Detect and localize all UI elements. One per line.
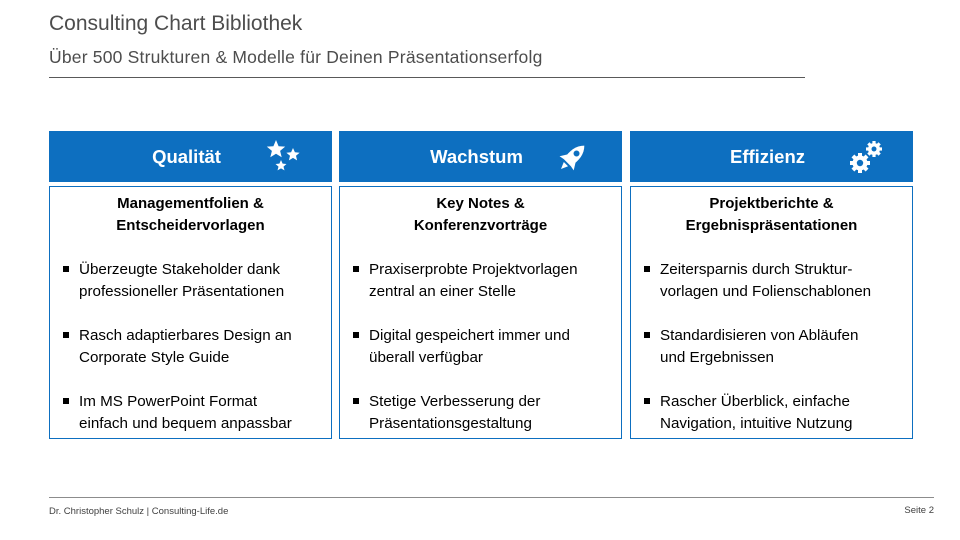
column-subheading: Projektberichte & Ergebnispräsentationen xyxy=(685,195,858,234)
footer-author: Dr. Christopher Schulz | Consulting-Life.de xyxy=(49,506,229,517)
footer-divider xyxy=(49,497,934,498)
column-growth xyxy=(339,131,622,439)
stars-icon xyxy=(264,139,304,175)
list-item: Rascher Überblick, einfache Navigation, intuitive Nutzung xyxy=(641,391,902,435)
list-item: Digital gespeichert immer und überall verfügbar xyxy=(350,325,611,369)
slide-subtitle: Über 500 Strukturen & Modelle für Deinen Präsentationserfolg xyxy=(49,47,543,67)
list-item: Zeitersparnis durch Struktur- vorlagen und Folienschablonen xyxy=(641,259,902,303)
slide-title: Consulting Chart Bibliothek xyxy=(49,12,303,35)
list-item: Stetige Verbesserung der Präsentationsgestaltung xyxy=(350,391,611,435)
column-header xyxy=(339,131,622,182)
title-divider xyxy=(49,77,805,78)
column-header xyxy=(49,131,332,182)
bullet-list xyxy=(350,259,611,435)
column-header xyxy=(630,131,913,182)
column-quality xyxy=(49,131,332,439)
column-heading: Qualität xyxy=(152,146,221,167)
list-item: Rasch adaptierbares Design an Corporate Style Guide xyxy=(60,325,321,369)
list-item: Praxiserprobte Projektvorlagen zentral an einer Stelle xyxy=(350,259,611,303)
column-subheading: Managementfolien & Entscheidervorlagen xyxy=(116,195,265,234)
list-item: Standardisieren von Abläufen und Ergebnissen xyxy=(641,325,902,369)
bullet-list xyxy=(60,259,321,435)
column-body xyxy=(49,186,332,439)
bullet-list xyxy=(641,259,902,435)
list-item: Überzeugte Stakeholder dank professioneller Präsentationen xyxy=(60,259,321,303)
column-heading: Effizienz xyxy=(729,146,806,167)
page-number: Seite 2 xyxy=(904,505,934,516)
column-body xyxy=(339,186,622,439)
column-body xyxy=(630,186,913,439)
column-efficiency xyxy=(630,131,913,439)
list-item: Im MS PowerPoint Format einfach und bequem anpassbar xyxy=(60,391,321,435)
column-heading: Wachstum xyxy=(430,146,523,167)
rocket-icon xyxy=(553,139,593,175)
column-subheading: Key Notes & Konferenzvorträge xyxy=(413,195,548,234)
gears-icon xyxy=(846,139,886,175)
